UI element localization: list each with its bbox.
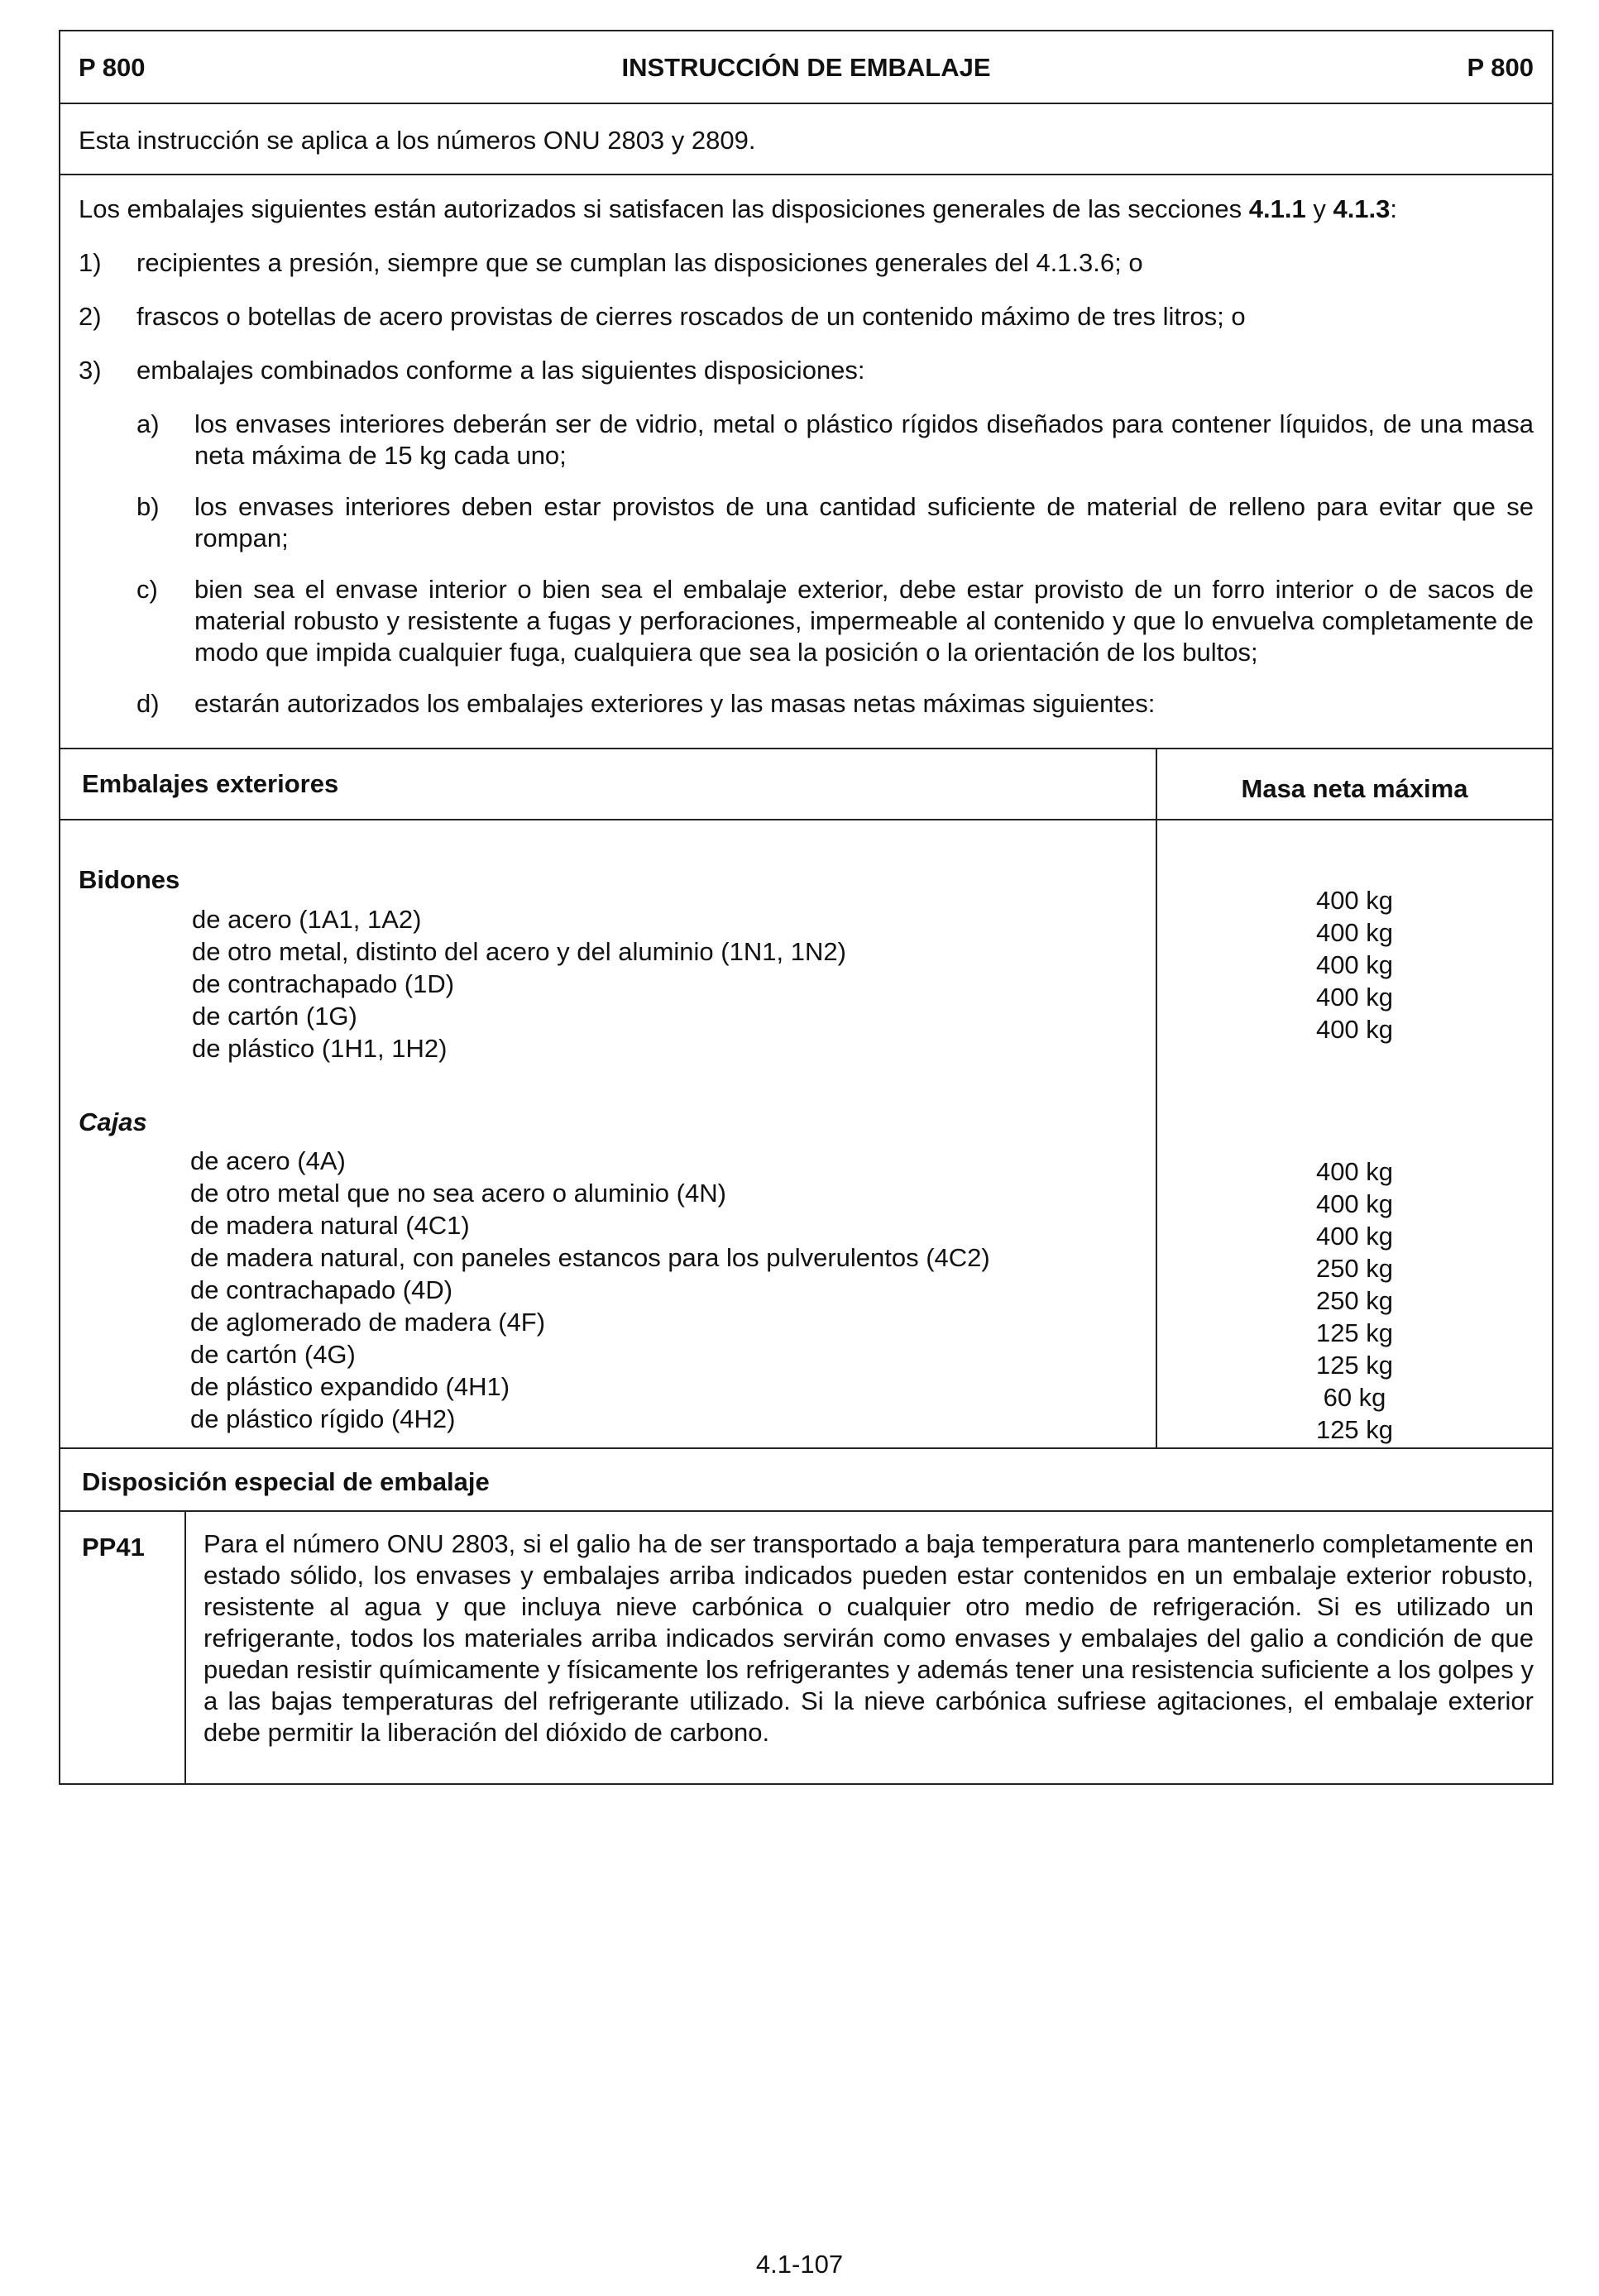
list-item — [79, 301, 1534, 332]
packaging-type: de contrachapado (1D) — [192, 969, 455, 998]
packaging-type: de aglomerado de madera (4F) — [190, 1308, 546, 1337]
sub-item-text: los envases interiores deben estar provistos de una cantidad suficiente de material de relleno para evitar que se rompan; — [194, 492, 1534, 552]
intro-connector: y — [1305, 194, 1333, 223]
sub-item-text: los envases interiores deberán ser de vidrio, metal o plástico rígidos diseñados para contener líquidos, de una masa neta máxima de 15 kg cada uno; — [194, 409, 1534, 470]
net-mass-value: 400 kg — [1315, 950, 1394, 979]
packaging-type: de contrachapado (4D) — [190, 1275, 453, 1304]
net-mass-value: 125 kg — [1315, 1318, 1394, 1347]
packaging-type: de madera natural, con paneles estancos para los pulverulentos (4C2) — [190, 1243, 990, 1272]
packaging-type: de acero (1A1, 1A2) — [192, 905, 422, 934]
sub-list-item — [79, 409, 1534, 471]
packing-instruction-frame — [59, 30, 1554, 1785]
item-text: recipientes a presión, siempre que se cumplan las disposiciones generales del 4.1.3.6; o — [136, 248, 1143, 277]
net-mass-value: 400 kg — [1315, 1222, 1394, 1251]
instruction-code-right: P 800 — [1467, 53, 1534, 82]
list-item — [79, 355, 1534, 386]
sub-item-text: estarán autorizados los embalajes exteriores y las masas netas máximas siguientes: — [194, 689, 1156, 718]
item-number: 3) — [79, 356, 102, 385]
net-mass-value: 250 kg — [1315, 1286, 1394, 1315]
sub-item-letter: d) — [136, 689, 160, 718]
section-ref-4-1-1: 4.1.1 — [1248, 194, 1306, 223]
special-provision-row — [60, 1510, 1552, 1783]
special-provision-code: PP41 — [82, 1533, 145, 1562]
packaging-type: de madera natural (4C1) — [190, 1211, 470, 1240]
net-mass-value: 125 kg — [1315, 1351, 1394, 1380]
packaging-type: de otro metal que no sea acero o aluminio (4N) — [190, 1179, 726, 1208]
authorized-packagings-block — [60, 174, 1552, 748]
sub-list-item — [79, 688, 1534, 720]
packaging-type: de plástico (1H1, 1H2) — [192, 1034, 448, 1063]
max-net-mass-column-header: Masa neta máxima — [1241, 774, 1468, 803]
special-provision-header — [60, 1447, 1552, 1510]
intro-text: Los embalajes siguientes están autorizados si satisfacen las disposiciones generales de las secciones — [79, 194, 1249, 223]
intro-colon: : — [1390, 194, 1398, 223]
net-mass-value: 400 kg — [1315, 886, 1394, 915]
sub-item-letter: b) — [136, 492, 160, 521]
drums-mass-list — [1157, 884, 1552, 1045]
net-mass-value: 400 kg — [1315, 918, 1394, 947]
sub-list-item — [79, 574, 1534, 668]
applicability-row — [60, 103, 1552, 174]
boxes-packaging-list — [190, 1145, 990, 1435]
net-mass-value: 400 kg — [1315, 1189, 1394, 1218]
sub-item-letter: c) — [136, 575, 158, 604]
packaging-type: de plástico rígido (4H2) — [190, 1404, 456, 1433]
packaging-type: de cartón (1G) — [192, 1002, 357, 1031]
net-mass-value: 400 kg — [1315, 1157, 1394, 1186]
list-item — [79, 247, 1534, 279]
net-mass-value: 60 kg — [1323, 1383, 1386, 1412]
instruction-code-left: P 800 — [79, 53, 146, 82]
special-provision-text: Para el número ONU 2803, si el galio ha de ser transportado a baja temperatura para mantenerlo completamente en estado sólido, los envases y embalajes arriba indicados pueden estar contenidos en un embalaje exterior robusto, resistente al agua y que incluya nieve carbónica o cualquier otro medio de refrigeración. Si es utilizado un refrigerante, todos los materiales arriba indicados servirán como envases y embalajes del galio a condición de que puedan resistir químicamente y físicamente los refrigerantes y además tener una resistencia suficiente a los golpes y a las bajas temperaturas del refrigerante utilizado. Si la nieve carbónica sufriese agitaciones, el embalaje exterior debe permitir la liberación del dióxido de carbono. — [203, 1529, 1534, 1747]
item-number: 2) — [79, 302, 102, 331]
item-text: frascos o botellas de acero provistas de cierres roscados de un contenido máximo de tres litros; o — [136, 302, 1246, 331]
packaging-type: de plástico expandido (4H1) — [190, 1372, 510, 1401]
net-mass-value: 125 kg — [1315, 1415, 1394, 1444]
instruction-title: INSTRUCCIÓN DE EMBALAJE — [621, 53, 991, 82]
section-ref-4-1-3: 4.1.3 — [1333, 194, 1391, 223]
net-mass-value: 400 kg — [1315, 983, 1394, 1012]
special-provision-heading: Disposición especial de embalaje — [82, 1467, 490, 1496]
packaging-table-body — [60, 819, 1552, 1447]
boxes-mass-list — [1157, 1155, 1552, 1446]
item-number: 1) — [79, 248, 102, 277]
item-text: embalajes combinados conforme a las siguientes disposiciones: — [136, 356, 865, 385]
page-number: 4.1-107 — [755, 2250, 844, 2279]
sub-item-text: bien sea el envase interior o bien sea el embalaje exterior, debe estar provisto de un forro interior o de sacos de material robusto y resistente a fugas y perforaciones, impermeable al contenido y que lo envuelva completamente de modo que impida cualquier fuga, cualquiera que sea la posición o la orientación de los bultos; — [194, 575, 1534, 667]
instruction-header — [60, 31, 1552, 103]
drums-packaging-list — [192, 903, 846, 1064]
drums-group-title: Bidones — [79, 865, 180, 894]
net-mass-value: 400 kg — [1315, 1015, 1394, 1044]
packaging-type: de acero (4A) — [190, 1146, 346, 1175]
packaging-type: de otro metal, distinto del acero y del aluminio (1N1, 1N2) — [192, 937, 846, 966]
sub-list-item — [79, 491, 1534, 554]
outer-packagings-column-header: Embalajes exteriores — [82, 769, 339, 798]
sub-item-letter: a) — [136, 409, 160, 438]
net-mass-value: 250 kg — [1315, 1254, 1394, 1283]
boxes-group-title: Cajas — [79, 1107, 147, 1136]
packaging-type: de cartón (4G) — [190, 1340, 356, 1369]
applicability-text: Esta instrucción se aplica a los números ONU 2803 y 2809. — [79, 126, 756, 155]
intro-paragraph — [79, 194, 1534, 225]
packaging-table-header — [60, 748, 1552, 819]
special-provision-divider — [184, 1512, 186, 1783]
